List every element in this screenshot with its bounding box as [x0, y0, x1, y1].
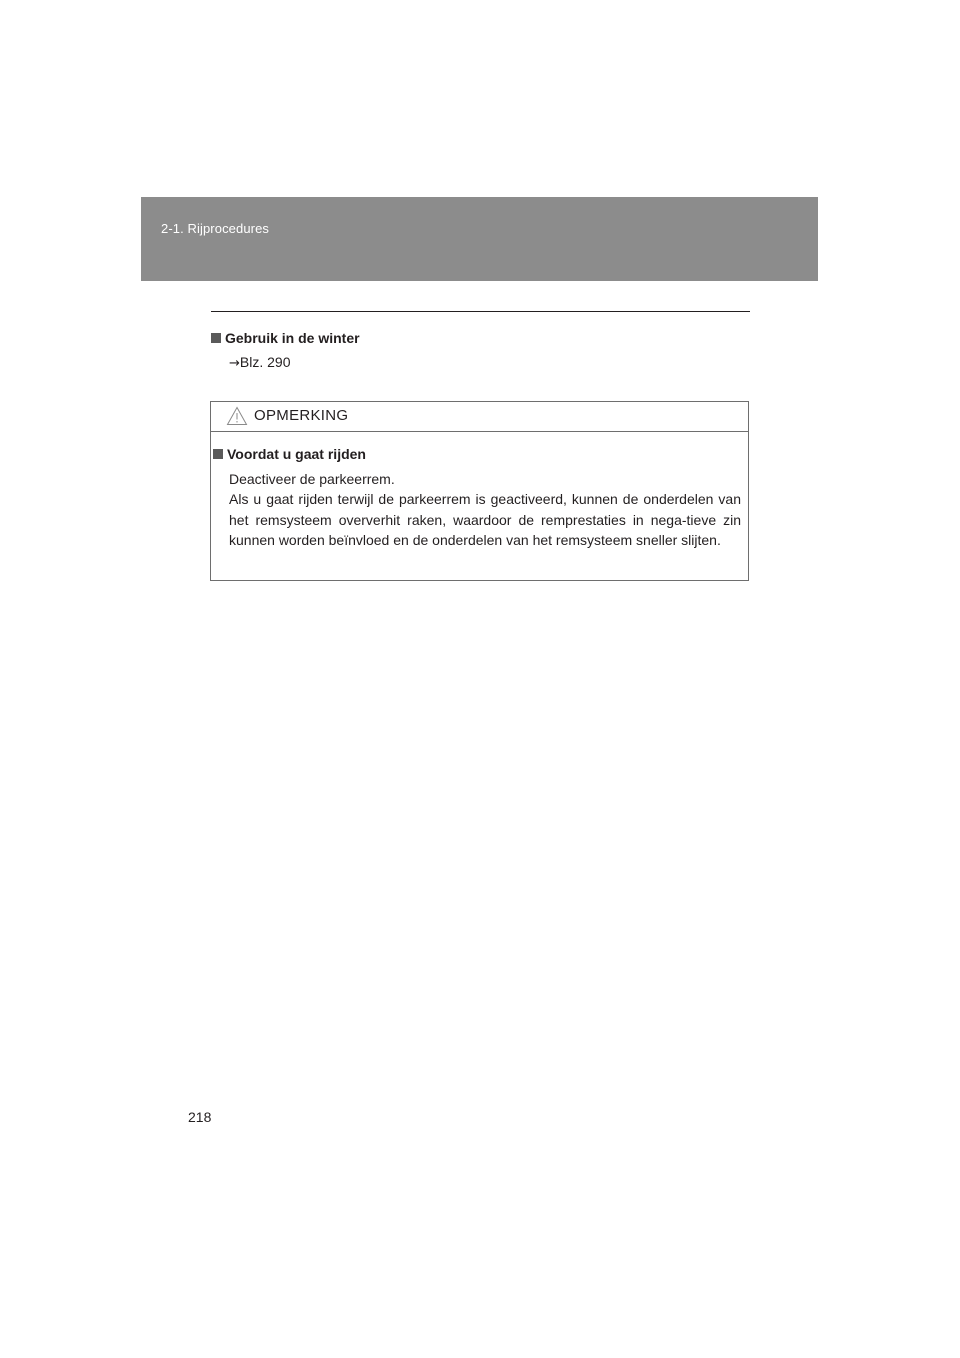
- winter-heading: Gebruik in de winter: [225, 330, 360, 346]
- page-number: 218: [188, 1109, 212, 1125]
- arrow-right-icon: →: [229, 356, 240, 371]
- notice-body: [211, 432, 748, 551]
- section-label: 2-1. Rijprocedures: [161, 221, 270, 236]
- square-bullet-icon: [211, 333, 221, 343]
- winter-heading-row: [211, 328, 750, 348]
- page-reference: [229, 352, 750, 374]
- notice-heading-row: [211, 444, 748, 465]
- square-bullet-icon: [213, 449, 223, 459]
- reference-text: Blz. 290: [239, 354, 291, 370]
- notice-paragraph: Als u gaat rijden terwijl de parkeerrem is geactiveerd, kunnen de onderdelen van het remsysteem oververhit raken, waardoor de remprestaties in nega-tieve zin kunnen worden beïnvloed en de onderdelen van het remsysteem sneller slijten.: [229, 491, 741, 548]
- section-divider: [211, 311, 750, 312]
- warning-triangle-icon: [226, 406, 248, 426]
- notice-heading: Voordat u gaat rijden: [227, 446, 366, 462]
- notice-text: [229, 469, 741, 551]
- chapter-header: [141, 197, 818, 281]
- notice-title-bar: [211, 402, 748, 432]
- winter-section: [211, 328, 750, 374]
- notice-title: OPMERKING: [254, 407, 349, 424]
- notice-line-1: Deactiveer de parkeerrem.: [229, 470, 395, 487]
- notice-box: [210, 401, 749, 581]
